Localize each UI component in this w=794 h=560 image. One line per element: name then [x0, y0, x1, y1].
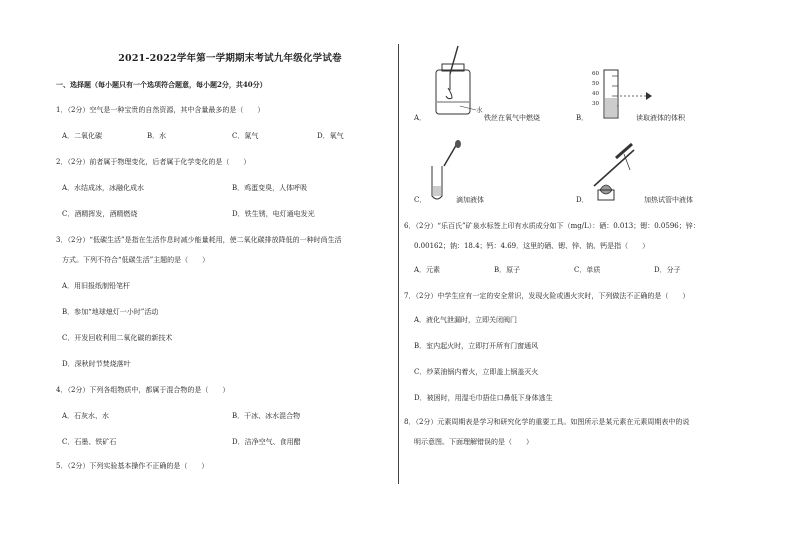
- heating-testtube-figure: [586, 140, 646, 204]
- q5-d-caption: 加热试管中液体: [644, 196, 693, 204]
- q4-option-a[interactable]: A．石灰水、水: [62, 412, 110, 420]
- q1-option-c[interactable]: C．氮气: [232, 132, 259, 140]
- q4-option-d[interactable]: D．洁净空气、食用醋: [232, 438, 301, 446]
- column-divider: [398, 44, 399, 484]
- q6-option-c[interactable]: C．单质: [574, 266, 601, 274]
- q1-option-d[interactable]: D．氧气: [317, 132, 344, 140]
- section-heading: 一、选择题（每小题只有一个选项符合题意，每小题2分，共40分）: [56, 80, 267, 89]
- q6-stem-line2: 0.00162；钠：18.4；钙：4.69．这里的硒、锶、锌、钠、钙是指（ ）: [414, 242, 650, 250]
- q2-option-d[interactable]: D．铁生锈，电灯通电发光: [232, 210, 315, 218]
- q3-option-d[interactable]: D．深秋时节焚烧落叶: [62, 360, 131, 368]
- q1-stem: 1．（2分）空气是一种宝贵的自然资源，其中含量最多的是（ ）: [56, 106, 265, 114]
- q7-option-c[interactable]: C．炒菜油锅内着火，立即盖上锅盖灭火: [414, 368, 539, 376]
- q5-option-a[interactable]: A．: [414, 114, 427, 122]
- q7-option-d[interactable]: D．被困时，用湿毛巾捂住口鼻低下身体逃生: [414, 394, 553, 402]
- q6-option-a[interactable]: A．元素: [414, 266, 441, 274]
- q3-option-b[interactable]: B．参加“地球熄灯一小时”活动: [62, 308, 159, 316]
- q4-stem: 4．（2分）下列各组物质中，都属于混合物的是（ ）: [56, 386, 230, 394]
- q5-a-caption: 铁丝在氧气中燃烧: [484, 114, 540, 122]
- q3-option-a[interactable]: A．用旧报纸制铅笔杆: [62, 282, 131, 290]
- q2-option-c[interactable]: C．酒精挥发，酒精燃烧: [62, 210, 138, 218]
- q5-c-caption: 滴加液体: [456, 196, 484, 204]
- q2-stem: 2．（2分）前者属于物理变化，后者属于化学变化的是（ ）: [56, 158, 251, 166]
- q6-stem-line1: 6．（2分）“乐百氏”矿泉水标签上印有水质成分如下（mg/L）：硒：0.013；锶：0.0596；锌：: [404, 222, 700, 230]
- q2-option-a[interactable]: A．水结成冰，冰融化成水: [62, 184, 145, 192]
- q7-option-b[interactable]: B．室内起火时，立即打开所有门窗通风: [414, 342, 539, 350]
- dropper-testtube-figure: [424, 140, 464, 204]
- cylinder-tick-50: 50: [592, 81, 599, 87]
- q3-stem-line1: 3．（2分）“低碳生活”是指在生活作息时减少能量耗用，使二氧化碳排放降低的一种时尚生活: [56, 236, 342, 244]
- q5-option-c[interactable]: C．: [414, 196, 427, 204]
- cylinder-tick-40: 40: [592, 91, 599, 97]
- q7-option-a[interactable]: A．液化气泄漏时，立即关闭阀门: [414, 316, 518, 324]
- cylinder-tick-30: 30: [592, 101, 599, 107]
- q8-stem-line2: 明示意图。下面理解错误的是（ ）: [414, 438, 533, 446]
- cylinder-tick-60: 60: [592, 71, 599, 77]
- q3-stem-line2: 方式。下列不符合“低碳生活”主题的是（ ）: [62, 256, 210, 264]
- q5-b-caption: 读取液体的体积: [636, 114, 685, 122]
- q6-option-b[interactable]: B．原子: [494, 266, 521, 274]
- q5-option-b[interactable]: B．: [576, 114, 589, 122]
- q5-stem: 5．（2分）下列实验基本操作不正确的是（ ）: [56, 462, 209, 470]
- q1-option-b[interactable]: B．水: [147, 132, 167, 140]
- q4-option-c[interactable]: C．石墨、铁矿石: [62, 438, 117, 446]
- q2-option-b[interactable]: B．鸡蛋变臭，人体呼吸: [232, 184, 308, 192]
- q7-stem: 7．（2分）中学生应有一定的安全常识，发现火险或遇火灾时，下列做法不正确的是（ ）: [404, 292, 690, 300]
- q8-stem-line1: 8．（2分）元素周期表是学习和研究化学的重要工具。如图所示是某元素在元素周期表中的说: [404, 418, 690, 426]
- q3-option-c[interactable]: C．开发回收利用二氧化碳的新技术: [62, 334, 173, 342]
- q5-option-d[interactable]: D．: [576, 196, 589, 204]
- q6-option-d[interactable]: D．分子: [654, 266, 681, 274]
- q1-option-a[interactable]: A．二氧化碳: [62, 132, 103, 140]
- exam-title: 2021-2022学年第一学期期末考试九年级化学试卷: [118, 53, 342, 64]
- q5-water-label: 水: [476, 106, 483, 114]
- q4-option-b[interactable]: B．干冰、冰水混合物: [232, 412, 301, 420]
